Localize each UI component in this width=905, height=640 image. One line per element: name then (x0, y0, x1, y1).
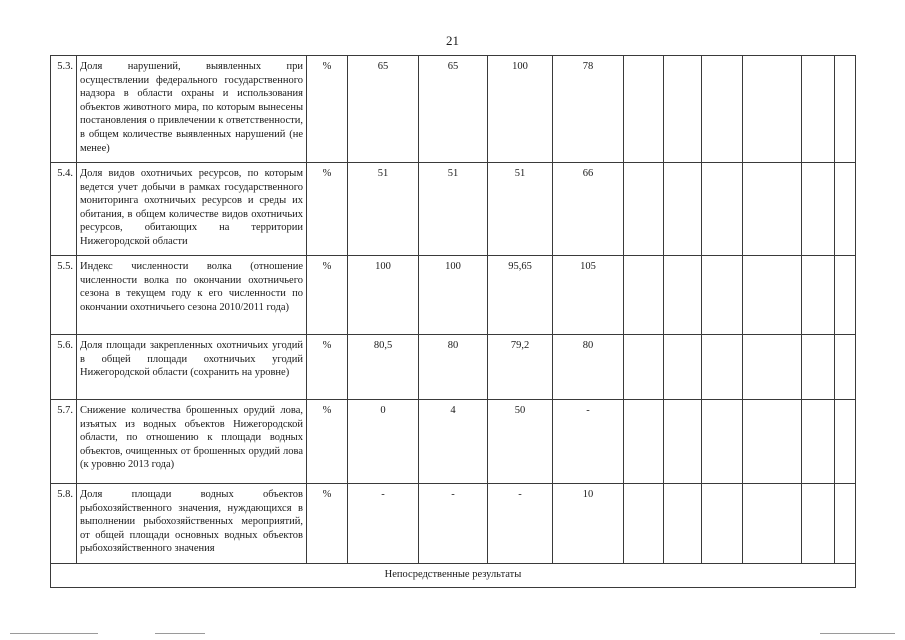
section-row (51, 564, 856, 588)
value-cell (702, 256, 743, 335)
table-row (51, 56, 856, 163)
table-row (51, 484, 856, 564)
value-cell (664, 335, 702, 400)
footer-divider (155, 633, 205, 634)
row-number: 5.8. (51, 484, 77, 564)
unit-cell: % (307, 256, 348, 335)
table-row (51, 256, 856, 335)
value-cell: - (488, 484, 553, 564)
indicator-name: Доля площади водных объектов рыбохозяйственного значения, нуждающихся в выполнении рыбохозяйственных мероприятий, от общей площади основных водных объектов рыбохозяйственного значения (77, 484, 307, 564)
value-cell (802, 163, 835, 256)
value-cell (743, 163, 802, 256)
value-cell: 50 (488, 400, 553, 484)
value-cell (624, 335, 664, 400)
row-number: 5.6. (51, 335, 77, 400)
indicator-name: Индекс численности волка (отношение численности волка по окончании охотничьего сезона в текущем году к его численности по окончании охотничьего сезона 2010/2011 года) (77, 256, 307, 335)
table-row (51, 335, 856, 400)
value-cell: 100 (488, 56, 553, 163)
value-cell (624, 256, 664, 335)
value-cell: - (348, 484, 419, 564)
table-row (51, 163, 856, 256)
value-cell (835, 335, 856, 400)
value-cell (664, 400, 702, 484)
value-cell (802, 56, 835, 163)
value-cell (702, 484, 743, 564)
value-cell (702, 163, 743, 256)
value-cell (802, 256, 835, 335)
value-cell (802, 484, 835, 564)
value-cell (664, 163, 702, 256)
value-cell: 65 (348, 56, 419, 163)
value-cell: 78 (553, 56, 624, 163)
value-cell: 51 (348, 163, 419, 256)
value-cell (664, 56, 702, 163)
value-cell (702, 335, 743, 400)
value-cell (835, 163, 856, 256)
value-cell (802, 400, 835, 484)
unit-cell: % (307, 335, 348, 400)
value-cell (835, 484, 856, 564)
value-cell: 65 (419, 56, 488, 163)
value-cell (743, 400, 802, 484)
value-cell: 79,2 (488, 335, 553, 400)
value-cell (835, 400, 856, 484)
value-cell: 0 (348, 400, 419, 484)
row-number: 5.5. (51, 256, 77, 335)
value-cell (743, 335, 802, 400)
indicator-name: Доля нарушений, выявленных при осуществлении федерального государственного надзора в области охраны и использования объектов животного мира, по которым вынесены постановления о привлечении к ответственности, в общем количестве выявленных нарушений (не менее) (77, 56, 307, 163)
row-number: 5.3. (51, 56, 77, 163)
section-title: Непосредственные результаты (51, 564, 856, 588)
unit-cell: % (307, 56, 348, 163)
footer-divider (820, 633, 895, 634)
value-cell: 80 (419, 335, 488, 400)
value-cell (743, 256, 802, 335)
value-cell (664, 484, 702, 564)
value-cell: 66 (553, 163, 624, 256)
unit-cell: % (307, 163, 348, 256)
value-cell (802, 335, 835, 400)
value-cell: 95,65 (488, 256, 553, 335)
indicator-name: Доля видов охотничьих ресурсов, по которым ведется учет добычи в рамках государственного мониторинга охотничьих ресурсов и среды их обитания, в общем количестве видов охотничьих ресурсов, обитающих на территории Нижегородской области (77, 163, 307, 256)
value-cell (743, 56, 802, 163)
value-cell (624, 400, 664, 484)
value-cell: 80 (553, 335, 624, 400)
page-number: 21 (446, 33, 459, 48)
value-cell (702, 400, 743, 484)
row-number: 5.4. (51, 163, 77, 256)
value-cell: 100 (419, 256, 488, 335)
value-cell: 51 (488, 163, 553, 256)
table-row (51, 400, 856, 484)
value-cell (624, 484, 664, 564)
value-cell (835, 256, 856, 335)
unit-cell: % (307, 484, 348, 564)
value-cell: - (419, 484, 488, 564)
value-cell (664, 256, 702, 335)
value-cell (624, 163, 664, 256)
value-cell (702, 56, 743, 163)
value-cell: 4 (419, 400, 488, 484)
row-number: 5.7. (51, 400, 77, 484)
value-cell: 100 (348, 256, 419, 335)
unit-cell: % (307, 400, 348, 484)
value-cell: 51 (419, 163, 488, 256)
value-cell: - (553, 400, 624, 484)
value-cell (835, 56, 856, 163)
value-cell: 10 (553, 484, 624, 564)
indicators-table (50, 55, 856, 588)
value-cell (624, 56, 664, 163)
value-cell (743, 484, 802, 564)
value-cell: 80,5 (348, 335, 419, 400)
indicator-name: Доля площади закрепленных охотничьих угодий в общей площади охотничьих угодий Нижегородской области (сохранить на уровне) (77, 335, 307, 400)
value-cell: 105 (553, 256, 624, 335)
indicator-name: Снижение количества брошенных орудий лова, изъятых из водных объектов Нижегородской области, по отношению к площади водных объектов, очищенных от брошенных орудий лова (к уровню 2013 года) (77, 400, 307, 484)
footer-divider (10, 633, 98, 634)
